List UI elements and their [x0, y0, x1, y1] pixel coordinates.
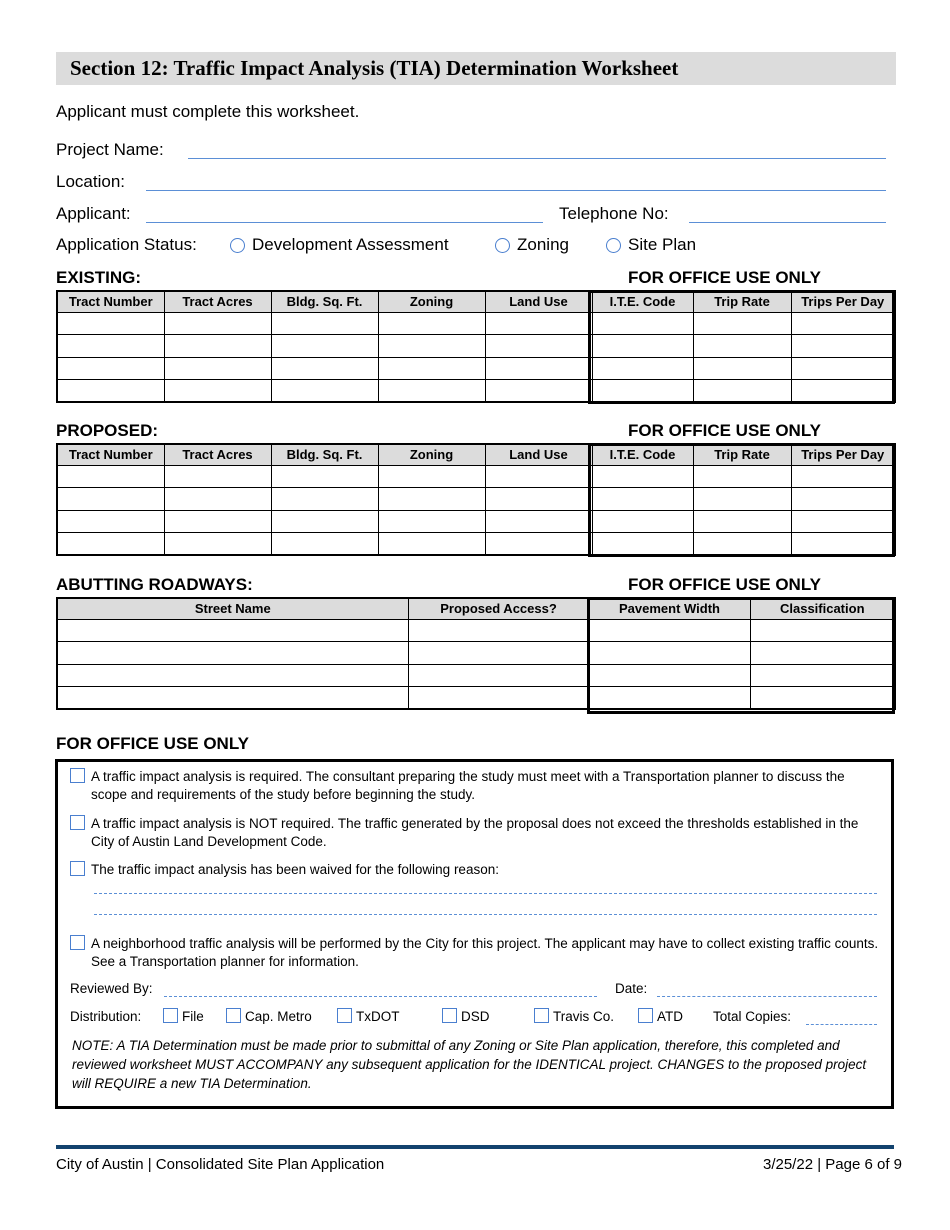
- col-trips-per-day: Trips Per Day: [791, 444, 895, 465]
- travis-co-checkbox[interactable]: [534, 1008, 549, 1023]
- col-proposed-access: Proposed Access?: [408, 598, 589, 619]
- txdot-label: TxDOT: [356, 1009, 400, 1024]
- table-row: [57, 312, 895, 335]
- col-ite-code: I.T.E. Code: [592, 291, 693, 312]
- col-land-use: Land Use: [485, 444, 592, 465]
- tia-required-checkbox[interactable]: [70, 768, 85, 783]
- proposed-heading: PROPOSED:: [56, 421, 159, 440]
- zoning-radio[interactable]: [495, 238, 510, 253]
- footer-left: City of Austin | Consolidated Site Plan Application: [56, 1156, 385, 1173]
- tia-note: NOTE: A TIA Determination must be made prior to submittal of any Zoning or Site Plan application, therefore, this completed and reviewed worksheet MUST ACCOMPANY any subsequent application for the IDENTICAL project. CHANGES to the proposed project will REQUIRE a new TIA Determination.: [72, 1038, 867, 1091]
- col-tract-acres: Tract Acres: [164, 291, 271, 312]
- col-bldg-sq-ft: Bldg. Sq. Ft.: [271, 291, 378, 312]
- table-row: [57, 357, 895, 380]
- dsd-label: DSD: [461, 1009, 490, 1024]
- existing-office-heading: FOR OFFICE USE ONLY: [628, 268, 822, 287]
- atd-label: ATD: [657, 1009, 683, 1024]
- col-trip-rate: Trip Rate: [693, 444, 791, 465]
- col-bldg-sq-ft: Bldg. Sq. Ft.: [271, 444, 378, 465]
- travis-co-label: Travis Co.: [553, 1009, 615, 1024]
- tia-not-required-text: A traffic impact analysis is NOT required. The traffic generated by the proposal does not exceed the thresholds established in the City of Austin Land Development Code.: [91, 816, 859, 849]
- total-copies-field[interactable]: [806, 1024, 877, 1025]
- application-status: [56, 235, 896, 257]
- project-name-field[interactable]: [188, 158, 886, 159]
- col-tract-acres: Tract Acres: [164, 444, 271, 465]
- site-plan-label: Site Plan: [628, 235, 697, 254]
- tia-waived-checkbox[interactable]: [70, 861, 85, 876]
- col-zoning: Zoning: [378, 444, 485, 465]
- development-assessment-label: Development Assessment: [252, 235, 449, 254]
- col-classification: Classification: [750, 598, 895, 619]
- table-row: [57, 510, 895, 533]
- col-tract-number: Tract Number: [57, 291, 164, 312]
- table-row: [57, 642, 895, 665]
- tia-required-text: A traffic impact analysis is required. The consultant preparing the study must meet with a Transportation planner to discuss the scope and requirements of the study before beginning the study.: [91, 769, 845, 802]
- project-name-label: Project Name:: [56, 140, 164, 159]
- table-row: [57, 488, 895, 511]
- reviewed-by-label: Reviewed By:: [70, 981, 153, 996]
- cap-metro-label: Cap. Metro: [245, 1009, 312, 1024]
- applicant-field[interactable]: [146, 222, 543, 223]
- tia-waived-text: The traffic impact analysis has been waived for the following reason:: [91, 862, 499, 877]
- col-pavement-width: Pavement Width: [589, 598, 750, 619]
- date-label: Date:: [615, 981, 648, 996]
- location-field[interactable]: [146, 190, 886, 191]
- waived-reason-line-2[interactable]: [94, 914, 877, 915]
- col-tract-number: Tract Number: [57, 444, 164, 465]
- total-copies-label: Total Copies:: [713, 1009, 792, 1024]
- table-row: [57, 619, 895, 642]
- roadways-heading: ABUTTING ROADWAYS:: [56, 575, 253, 594]
- existing-heading: EXISTING:: [56, 268, 142, 287]
- office-use-box: [55, 759, 894, 1109]
- col-zoning: Zoning: [378, 291, 485, 312]
- site-plan-radio[interactable]: [606, 238, 621, 253]
- table-row: [57, 335, 895, 358]
- neighborhood-analysis-checkbox[interactable]: [70, 935, 85, 950]
- txdot-checkbox[interactable]: [337, 1008, 352, 1023]
- dsd-checkbox[interactable]: [442, 1008, 457, 1023]
- col-land-use: Land Use: [485, 291, 592, 312]
- proposed-table: [56, 443, 896, 556]
- atd-checkbox[interactable]: [638, 1008, 653, 1023]
- cap-metro-checkbox[interactable]: [226, 1008, 241, 1023]
- tia-not-required-checkbox[interactable]: [70, 815, 85, 830]
- zoning-label: Zoning: [517, 235, 569, 254]
- file-label: File: [182, 1009, 204, 1024]
- footer-divider: [56, 1145, 894, 1149]
- col-street-name: Street Name: [57, 598, 408, 619]
- table-row: [57, 664, 895, 687]
- development-assessment-radio[interactable]: [230, 238, 245, 253]
- office-use-heading: FOR OFFICE USE ONLY: [56, 734, 250, 753]
- file-checkbox[interactable]: [163, 1008, 178, 1023]
- reviewed-by-field[interactable]: [164, 996, 597, 997]
- intro-text: Applicant must complete this worksheet.: [56, 102, 360, 121]
- location-label: Location:: [56, 172, 125, 191]
- status-label: Application Status:: [56, 235, 197, 254]
- col-ite-code: I.T.E. Code: [592, 444, 693, 465]
- table-row: [57, 533, 895, 556]
- telephone-label: Telephone No:: [559, 204, 669, 223]
- waived-reason-line-1[interactable]: [94, 893, 877, 894]
- telephone-field[interactable]: [689, 222, 886, 223]
- page-title: Section 12: Traffic Impact Analysis (TIA) Determination Worksheet: [56, 52, 896, 85]
- footer-right: 3/25/22 | Page 6 of 9: [762, 1156, 902, 1173]
- col-trip-rate: Trip Rate: [693, 291, 791, 312]
- table-row: [57, 687, 895, 710]
- table-row: [57, 380, 895, 403]
- neighborhood-analysis-text: A neighborhood traffic analysis will be performed by the City for this project. The applicant may have to collect existing traffic counts. See a Transportation planner for information.: [91, 936, 879, 969]
- applicant-label: Applicant:: [56, 204, 131, 223]
- date-field[interactable]: [657, 996, 877, 997]
- roadways-table: [56, 597, 896, 710]
- table-row: [57, 465, 895, 488]
- roadways-office-heading: FOR OFFICE USE ONLY: [628, 575, 822, 594]
- distribution-label: Distribution:: [70, 1009, 142, 1024]
- col-trips-per-day: Trips Per Day: [791, 291, 895, 312]
- existing-table: [56, 290, 896, 403]
- proposed-office-heading: FOR OFFICE USE ONLY: [628, 421, 822, 440]
